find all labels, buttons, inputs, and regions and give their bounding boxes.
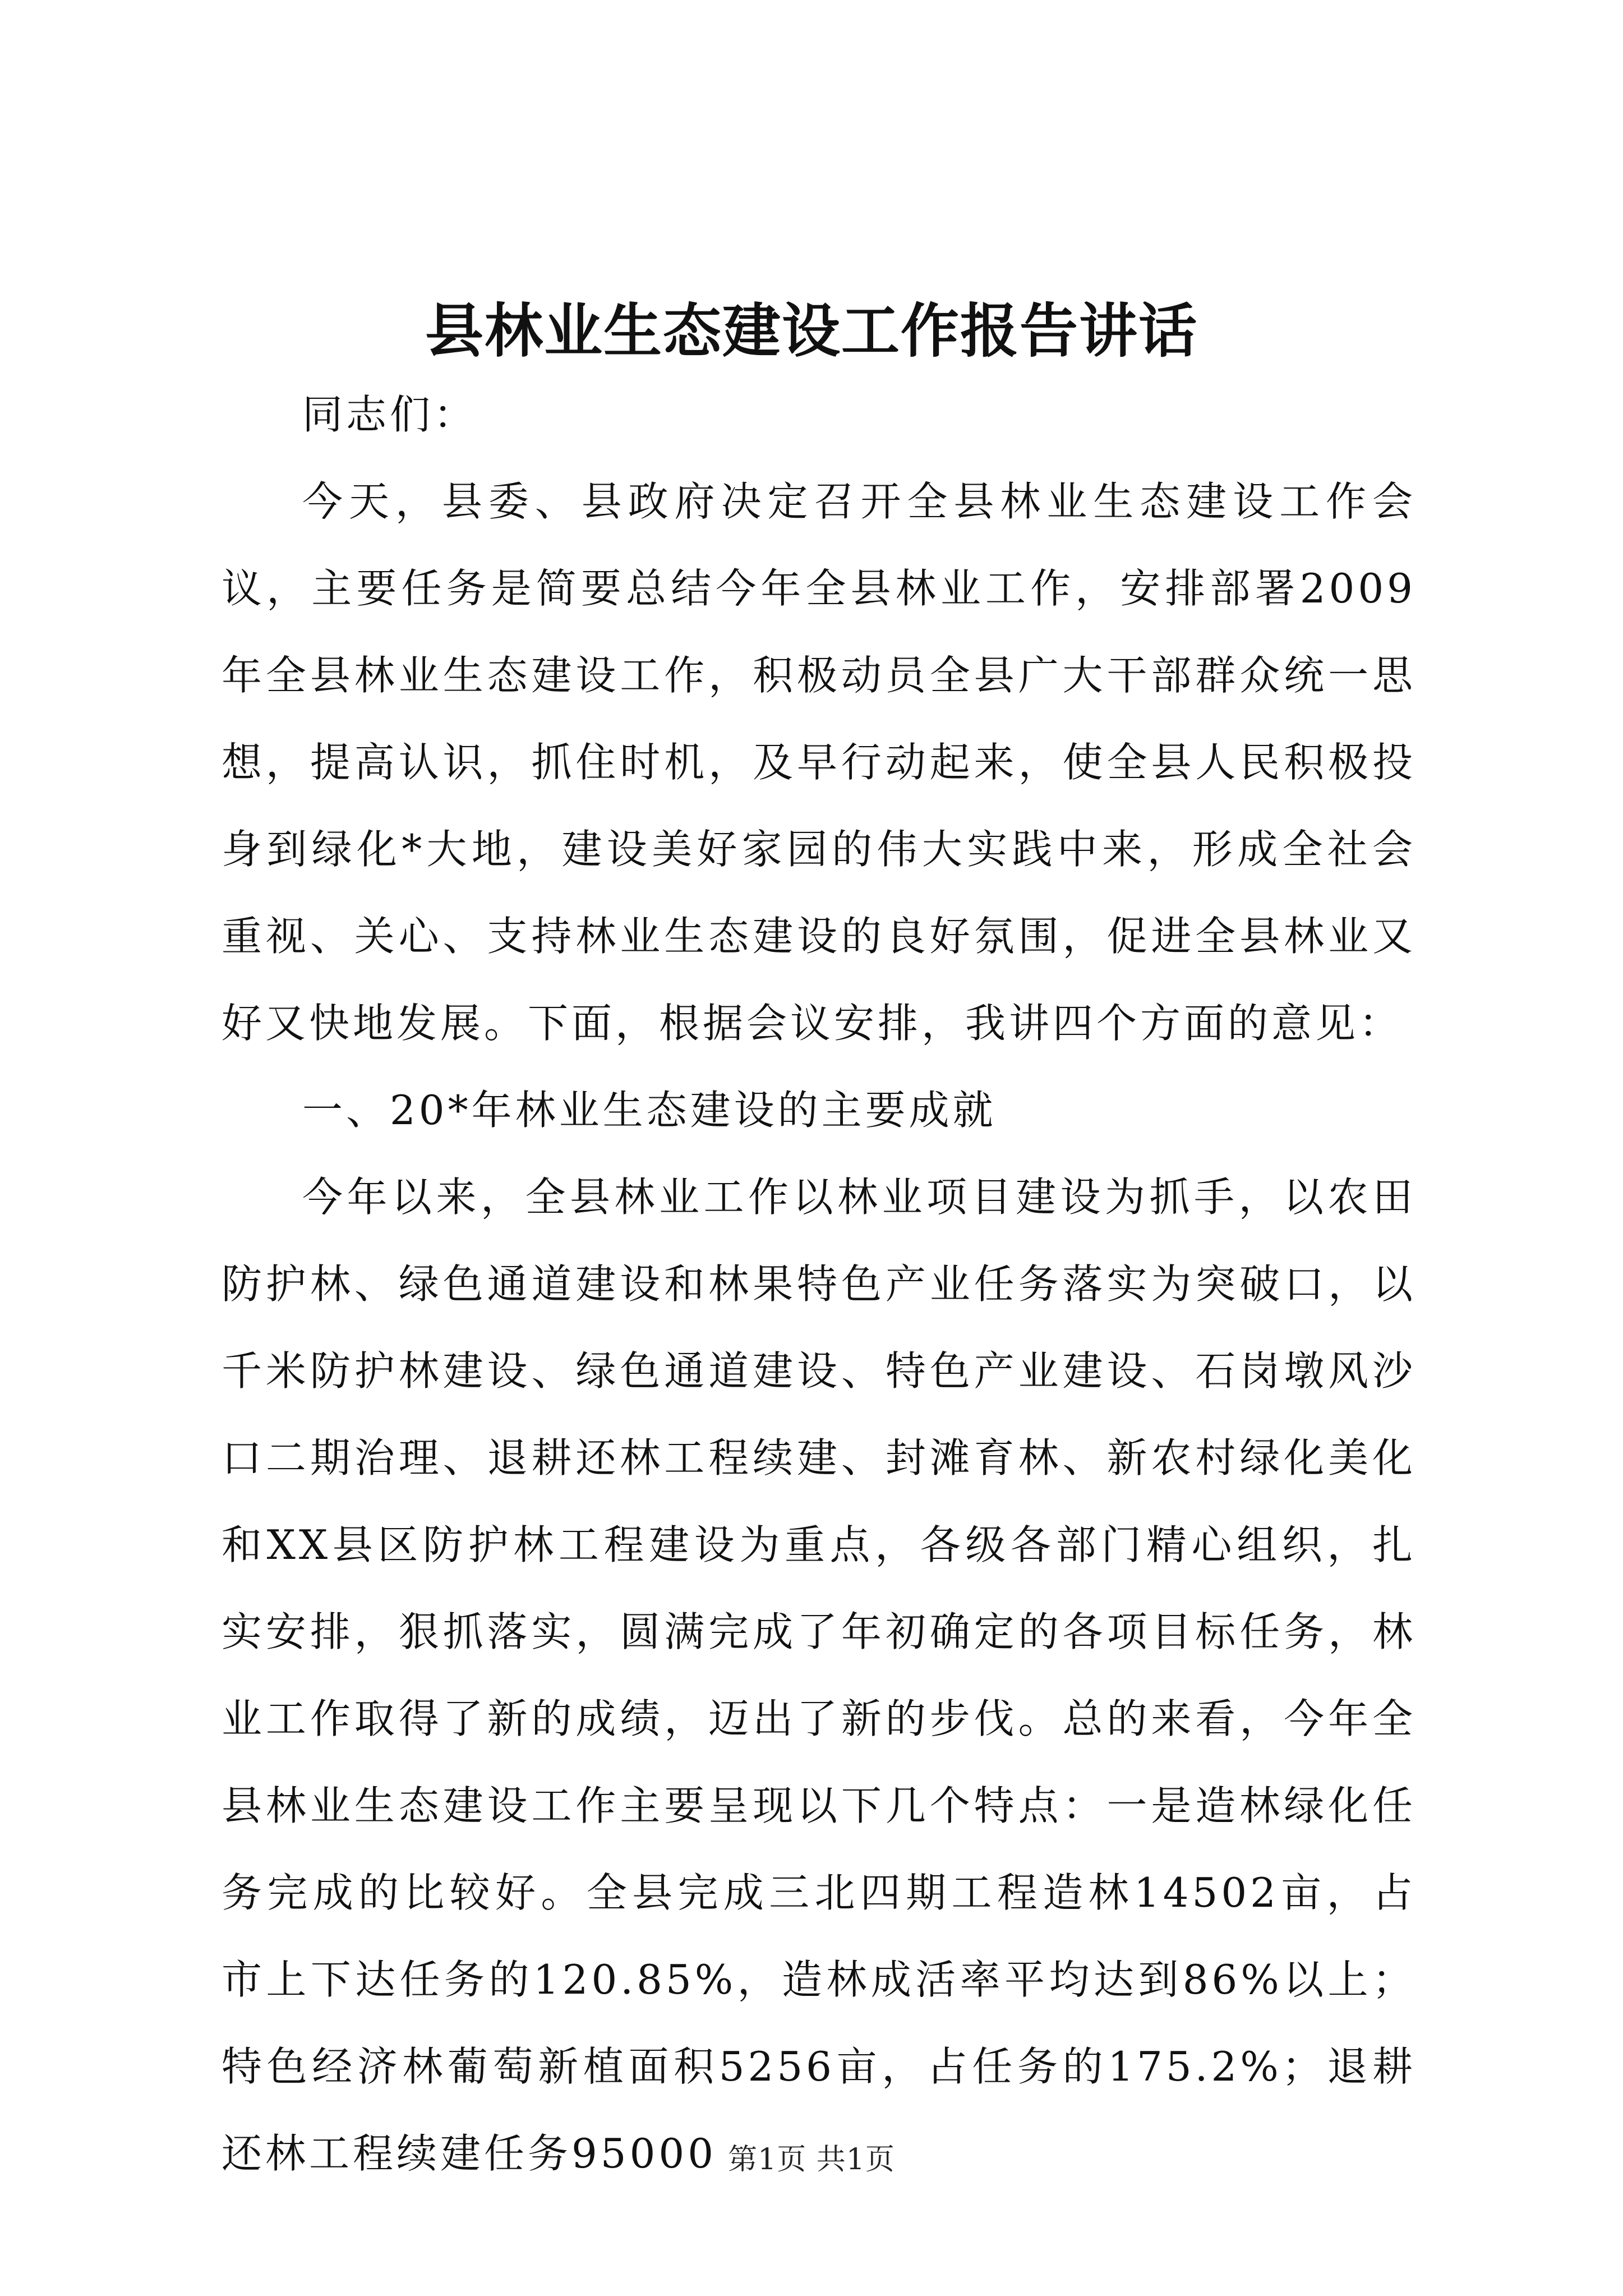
achievements-paragraph: 今年以来，全县林业工作以林业项目建设为抓手，以农田防护林、绿色通道建设和林果特色产业任务落实为突破口，以千米防护林建设、绿色通道建设、特色产业建设、石岗墩风沙口二期治理、退耕还林工程续建、封滩育林、新农村绿化美化和XX县区防护林工程建设为重点，各级各部门精心组织，扎实安排，狠抓落实，圆满完成了年初确定的各项目标任务，林业工作取得了新的成绩，迈出了新的步伐。总的来看，今年全县林业生态建设工作主要呈现以下几个特点：一是造林绿化任务完成的比较好。全县完成三北四期工程造林14502亩，占市上下达任务的120.85%，造林成活率平均达到86%以上；特色经济林葡萄新植面积5256亩，占任务的175.2%；退耕还林工程续建任务95000	[222, 1174, 1416, 2177]
page-number-footer: 第1页 共1页	[728, 2143, 895, 2177]
salutation-paragraph: 同志们：	[302, 391, 478, 438]
document-body	[222, 371, 1416, 2197]
section-heading: 一、20*年林业生态建设的主要成就	[302, 1087, 997, 1134]
document-title: 县林业生态建设工作报告讲话	[425, 296, 1198, 365]
intro-paragraph: 今天，县委、县政府决定召开全县林业生态建设工作会议，主要任务是简要总结今年全县林业工作，安排部署2009年全县林业生态建设工作，积极动员全县广大干部群众统一思想，提高认识，抓住时机，及早行动起来，使全县人民积极投身到绿化*大地，建设美好家园的伟大实践中来，形成全社会重视、关心、支持林业生态建设的良好氛围，促进全县林业又好又快地发展。下面，根据会议安排，我讲四个方面的意见：	[222, 478, 1416, 1047]
